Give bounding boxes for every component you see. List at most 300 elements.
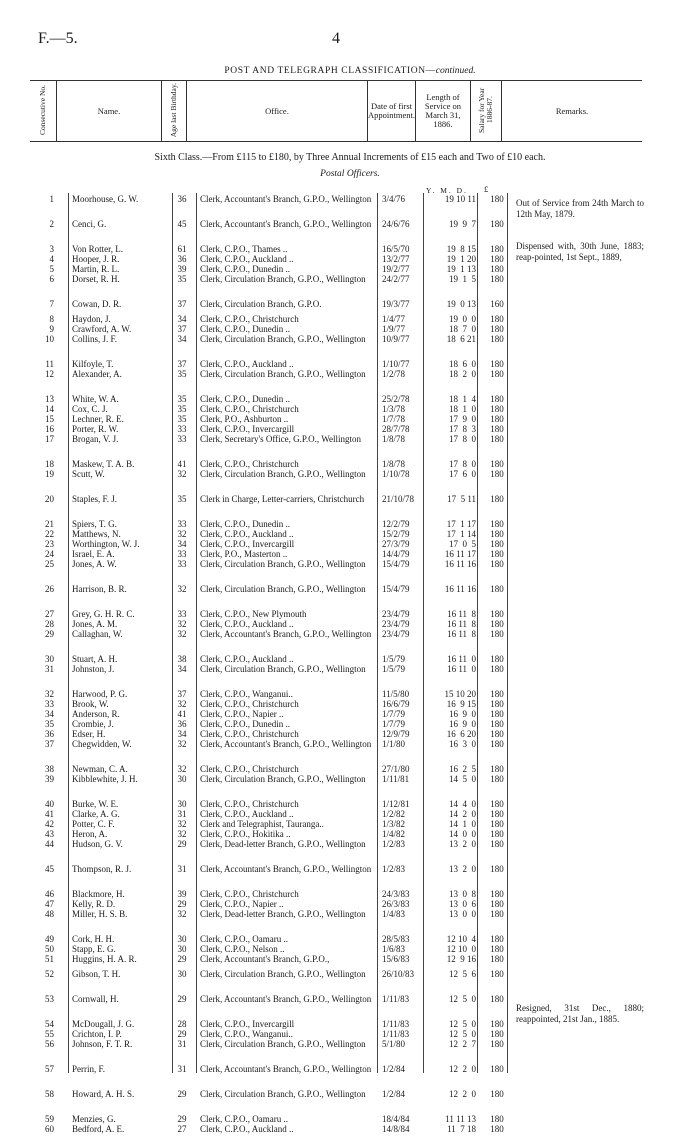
staff-table [30, 194, 640, 1134]
table-row [30, 1029, 640, 1039]
row-length: 12 5 0 [449, 1019, 476, 1029]
row-office: Clerk, C.P.O., Dunedin .. [200, 719, 290, 729]
remark-3: Dispensed with, 30th June, 1883; reap-pointed, 1st Sept., 1889, [516, 241, 644, 262]
row-date: 1/4/82 [382, 829, 406, 839]
row-date: 15/4/79 [382, 584, 410, 594]
row-age: 37 [177, 689, 187, 699]
table-row [30, 264, 640, 274]
row-name: Worthington, W. J. [72, 539, 140, 549]
row-name: Spiers, T. G. [72, 519, 117, 529]
row-office: Clerk, Accountant's Branch, G.P.O., Wellington [200, 194, 372, 204]
row-name: Johnston, J. [72, 664, 115, 674]
column-header [30, 80, 642, 142]
row-date: 21/10/78 [382, 494, 415, 504]
row-length: 16 11 16 [444, 584, 476, 594]
row-length: 14 0 0 [449, 829, 476, 839]
row-age: 32 [177, 629, 187, 639]
remark-1: Out of Service from 24th March to 12th May, 1879. [516, 198, 644, 219]
table-row [30, 799, 640, 809]
row-length: 13 2 0 [449, 839, 476, 849]
row-date: 1/8/78 [382, 459, 406, 469]
row-age: 33 [177, 424, 187, 434]
row-length: 19 8 15 [446, 244, 476, 254]
table-row [30, 619, 640, 629]
row-salary: 180 [490, 774, 504, 784]
row-number: 10 [45, 334, 54, 344]
row-length: 16 11 0 [447, 664, 476, 674]
row-number: 29 [45, 629, 54, 639]
row-office: Clerk, C.P.O., Auckland .. [200, 619, 294, 629]
table-row [30, 1089, 640, 1114]
document-reference: F.—5. [38, 30, 78, 47]
row-date: 24/3/83 [382, 889, 410, 899]
row-name: Miller, H. S. B. [72, 909, 128, 919]
row-name: Cork, H. H. [72, 934, 115, 944]
row-date: 14/8/84 [382, 1124, 410, 1134]
row-length: 19 1 20 [446, 254, 476, 264]
row-office: Clerk, C.P.O., Hokitika .. [200, 829, 291, 839]
row-age: 29 [177, 954, 187, 964]
table-row [30, 359, 640, 369]
row-date: 23/4/79 [382, 629, 410, 639]
table-row [30, 404, 640, 414]
row-office: Clerk, C.P.O., Invercargill [200, 424, 295, 434]
row-number: 36 [45, 729, 54, 739]
col-remarks: Remarks. [501, 81, 642, 142]
row-age: 37 [177, 324, 187, 334]
row-age: 32 [177, 529, 187, 539]
table-row [30, 654, 640, 664]
row-number: 18 [45, 459, 54, 469]
row-name: Howard, A. H. S. [72, 1089, 135, 1099]
row-salary: 180 [490, 314, 504, 324]
row-number: 9 [49, 324, 54, 334]
row-office: Clerk, Accountant's Branch, G.P.O., Wellington [200, 219, 372, 229]
row-office: Clerk, C.P.O., Christchurch [200, 699, 299, 709]
table-row [30, 539, 640, 549]
row-age: 38 [177, 654, 187, 664]
row-number: 59 [45, 1114, 54, 1124]
row-office: Clerk and Telegraphist, Tauranga.. [200, 819, 324, 829]
row-number: 17 [45, 434, 54, 444]
row-name: Newman, C. A. [72, 764, 128, 774]
table-row [30, 689, 640, 699]
col-office: Office. [187, 81, 368, 142]
row-age: 29 [177, 899, 187, 909]
row-salary: 180 [490, 899, 504, 909]
row-date: 1/7/79 [382, 709, 406, 719]
row-age: 32 [177, 819, 187, 829]
row-name: Kibblewhite, J. H. [72, 774, 138, 784]
row-length: 11 7 18 [447, 1124, 476, 1134]
row-name: Cenci, G. [72, 219, 107, 229]
row-number: 40 [45, 799, 54, 809]
row-salary: 180 [490, 839, 504, 849]
row-date: 1/5/79 [382, 654, 406, 664]
row-age: 37 [177, 359, 187, 369]
row-salary: 180 [490, 1029, 504, 1039]
row-salary: 180 [490, 549, 504, 559]
table-row [30, 414, 640, 424]
row-age: 35 [177, 394, 187, 404]
row-date: 1/10/78 [382, 469, 410, 479]
row-age: 61 [177, 244, 187, 254]
row-age: 36 [177, 719, 187, 729]
row-age: 34 [177, 539, 187, 549]
row-length: 16 3 0 [449, 739, 476, 749]
row-name: McDougall, J. G. [72, 1019, 135, 1029]
row-date: 1/2/83 [382, 864, 406, 874]
table-row [30, 494, 640, 519]
row-salary: 180 [490, 1089, 504, 1099]
row-age: 32 [177, 619, 187, 629]
row-date: 23/4/79 [382, 609, 410, 619]
table-row [30, 699, 640, 709]
row-office: Clerk, C.P.O., Christchurch [200, 889, 299, 899]
table-row [30, 764, 640, 774]
row-salary: 180 [490, 424, 504, 434]
row-office: Clerk, Circulation Branch, G.P.O., Wellington [200, 1039, 366, 1049]
row-name: Huggins, H. A. R. [72, 954, 137, 964]
table-row [30, 809, 640, 819]
row-salary: 180 [490, 274, 504, 284]
row-date: 24/6/76 [382, 219, 410, 229]
table-row [30, 889, 640, 899]
row-length: 12 9 16 [446, 954, 476, 964]
table-row [30, 369, 640, 394]
row-office: Clerk, C.P.O., New Plymouth [200, 609, 307, 619]
row-office: Clerk, P.O., Masterton .. [200, 549, 288, 559]
row-age: 32 [177, 829, 187, 839]
row-salary: 180 [490, 629, 504, 639]
row-length: 19 1 5 [449, 274, 476, 284]
row-age: 37 [177, 299, 187, 309]
row-date: 1/11/83 [382, 1029, 410, 1039]
col-date: Date of first Appointment. [368, 81, 416, 142]
row-length: 12 5 0 [449, 1029, 476, 1039]
row-name: Cornwall, H. [72, 994, 119, 1004]
row-name: Jones, A. M. [72, 619, 118, 629]
row-office: Clerk, C.P.O., Wanganui.. [200, 1029, 293, 1039]
row-number: 52 [45, 969, 54, 979]
row-salary: 180 [490, 829, 504, 839]
row-date: 27/1/80 [382, 764, 410, 774]
table-row [30, 584, 640, 609]
row-age: 35 [177, 369, 187, 379]
title-main: POST AND TELEGRAPH CLASSIFICATION— [224, 66, 436, 76]
row-salary: 180 [490, 994, 504, 1004]
col-name: Name. [57, 81, 162, 142]
table-row [30, 1124, 640, 1134]
table-row [30, 944, 640, 954]
row-number: 13 [45, 394, 54, 404]
row-name: Hudson, G. V. [72, 839, 123, 849]
row-date: 11/5/80 [382, 689, 410, 699]
row-length: 16 11 8 [447, 609, 476, 619]
row-length: 11 11 13 [445, 1114, 476, 1124]
row-salary: 180 [490, 954, 504, 964]
row-salary: 180 [490, 709, 504, 719]
row-name: Brook, W. [72, 699, 109, 709]
row-age: 29 [177, 1114, 187, 1124]
row-office: Clerk, C.P.O., Napier .. [200, 709, 284, 719]
table-row [30, 829, 640, 839]
row-salary: 180 [490, 729, 504, 739]
row-age: 39 [177, 264, 187, 274]
row-name: Johnson, F. T. R. [72, 1039, 133, 1049]
row-number: 49 [45, 934, 54, 944]
row-date: 1/8/78 [382, 434, 406, 444]
row-date: 28/5/83 [382, 934, 410, 944]
row-age: 30 [177, 799, 187, 809]
row-salary: 180 [490, 944, 504, 954]
row-office: Clerk, P.O., Ashburton .. [200, 414, 289, 424]
row-length: 16 2 5 [449, 764, 476, 774]
row-date: 1/9/77 [382, 324, 406, 334]
row-office: Clerk, Accountant's Branch, G.P.O., [200, 954, 330, 964]
row-length: 12 5 0 [449, 994, 476, 1004]
row-number: 42 [45, 819, 54, 829]
row-number: 27 [45, 609, 54, 619]
row-number: 11 [45, 359, 54, 369]
row-date: 1/11/81 [382, 774, 410, 784]
row-number: 21 [45, 519, 54, 529]
row-office: Clerk, C.P.O., Christchurch [200, 459, 299, 469]
row-number: 16 [45, 424, 54, 434]
table-row [30, 334, 640, 359]
table-row [30, 469, 640, 494]
row-age: 31 [177, 1064, 187, 1074]
row-age: 32 [177, 909, 187, 919]
row-date: 28/7/78 [382, 424, 410, 434]
row-office: Clerk, C.P.O., Auckland .. [200, 809, 294, 819]
row-office: Clerk, C.P.O., Christchurch [200, 404, 299, 414]
table-row [30, 314, 640, 324]
row-salary: 180 [490, 969, 504, 979]
row-age: 36 [177, 254, 187, 264]
row-name: Heron, A. [72, 829, 108, 839]
table-row [30, 864, 640, 889]
row-number: 4 [49, 254, 54, 264]
row-salary: 180 [490, 799, 504, 809]
row-name: Alexander, A. [72, 369, 122, 379]
row-age: 34 [177, 314, 187, 324]
row-office: Clerk, Circulation Branch, G.P.O., Wellington [200, 274, 366, 284]
row-salary: 180 [490, 1124, 504, 1134]
row-salary: 180 [490, 529, 504, 539]
table-row [30, 299, 640, 314]
row-length: 14 4 0 [449, 799, 476, 809]
row-length: 12 10 4 [446, 934, 476, 944]
row-office: Clerk, Circulation Branch, G.P.O., Wellington [200, 559, 366, 569]
row-office: Clerk, C.P.O., Dunedin .. [200, 519, 290, 529]
row-date: 16/5/70 [382, 244, 410, 254]
table-row [30, 274, 640, 299]
table-row [30, 1039, 640, 1064]
table-row [30, 324, 640, 334]
table-row [30, 434, 640, 459]
row-age: 41 [177, 459, 187, 469]
row-number: 1 [49, 194, 54, 204]
row-name: Lechner, R. E. [72, 414, 124, 424]
row-date: 15/6/83 [382, 954, 410, 964]
table-row [30, 839, 640, 864]
row-salary: 180 [490, 864, 504, 874]
row-length: 12 2 0 [449, 1064, 476, 1074]
row-office: Clerk, C.P.O., Dunedin .. [200, 394, 290, 404]
row-age: 29 [177, 839, 187, 849]
row-salary: 180 [490, 619, 504, 629]
row-age: 34 [177, 334, 187, 344]
row-office: Clerk, Dead-letter Branch, G.P.O., Wellington [200, 909, 366, 919]
row-length: 16 11 8 [447, 619, 476, 629]
row-age: 33 [177, 519, 187, 529]
row-age: 31 [177, 809, 187, 819]
row-number: 24 [45, 549, 54, 559]
row-number: 25 [45, 559, 54, 569]
row-salary: 180 [490, 264, 504, 274]
row-date: 13/2/77 [382, 254, 410, 264]
row-length: 19 10 11 [444, 194, 476, 204]
row-name: Scutt, W. [72, 469, 105, 479]
row-date: 18/4/84 [382, 1114, 410, 1124]
row-date: 1/7/78 [382, 414, 406, 424]
row-salary: 180 [490, 254, 504, 264]
row-length: 12 5 6 [449, 969, 476, 979]
row-date: 12/2/79 [382, 519, 410, 529]
row-number: 39 [45, 774, 54, 784]
row-age: 30 [177, 774, 187, 784]
row-length: 19 9 7 [449, 219, 476, 229]
col-salary: Salary for Year 1886-87. [477, 87, 494, 133]
row-name: Von Rotter, L. [72, 244, 123, 254]
row-number: 20 [45, 494, 54, 504]
row-date: 1/10/77 [382, 359, 410, 369]
row-date: 16/6/79 [382, 699, 410, 709]
row-length: 13 0 6 [449, 899, 476, 909]
row-name: Anderson, R. [72, 709, 120, 719]
row-number: 2 [49, 219, 54, 229]
row-length: 13 0 0 [449, 909, 476, 919]
row-age: 35 [177, 274, 187, 284]
row-length: 17 8 0 [449, 459, 476, 469]
row-date: 23/4/79 [382, 619, 410, 629]
row-age: 35 [177, 494, 187, 504]
class-heading: Sixth Class.—From £115 to £180, by Three Annual Increments of £15 each and Two of £10 each. [154, 152, 546, 163]
table-row [30, 664, 640, 689]
row-name: Porter, R. W. [72, 424, 119, 434]
row-salary: 180 [490, 889, 504, 899]
page-number: 4 [332, 30, 340, 47]
row-name: Cox, C. J. [72, 404, 108, 414]
row-office: Clerk, C.P.O., Christchurch [200, 314, 299, 324]
col-consecutive-no: Consecutive No. [38, 85, 48, 135]
row-date: 1/2/83 [382, 839, 406, 849]
row-number: 28 [45, 619, 54, 629]
row-length: 17 8 0 [449, 434, 476, 444]
row-office: Clerk, Dead-letter Branch, G.P.O., Wellington [200, 839, 366, 849]
row-number: 43 [45, 829, 54, 839]
row-number: 51 [45, 954, 54, 964]
row-number: 14 [45, 404, 54, 414]
row-number: 37 [45, 739, 54, 749]
row-age: 32 [177, 739, 187, 749]
row-age: 31 [177, 1039, 187, 1049]
row-office: Clerk, Circulation Branch, G.P.O., Wellington [200, 334, 366, 344]
row-date: 19/3/77 [382, 299, 410, 309]
row-date: 15/4/79 [382, 559, 410, 569]
row-office: Clerk, Circulation Branch, G.P.O., Wellington [200, 584, 366, 594]
row-length: 14 1 0 [449, 819, 476, 829]
table-row [30, 1114, 640, 1124]
row-length: 19 1 13 [446, 264, 476, 274]
row-age: 30 [177, 944, 187, 954]
row-length: 19 0 13 [446, 299, 476, 309]
row-office: Clerk, C.P.O., Invercargill [200, 539, 295, 549]
row-length: 12 2 0 [449, 1089, 476, 1099]
row-salary: 180 [490, 494, 504, 504]
row-salary: 180 [490, 934, 504, 944]
row-office: Clerk, Circulation Branch, G.P.O., Wellington [200, 369, 366, 379]
row-length: 18 6 0 [449, 359, 476, 369]
row-date: 1/2/84 [382, 1064, 406, 1074]
row-name: Collins, J. F. [72, 334, 118, 344]
table-row [30, 969, 640, 994]
row-office: Clerk, Circulation Branch, G.P.O., Wellington [200, 1089, 366, 1099]
row-salary: 180 [490, 809, 504, 819]
table-row [30, 729, 640, 739]
table-row [30, 954, 640, 969]
row-office: Clerk, C.P.O., Christchurch [200, 799, 299, 809]
row-age: 32 [177, 699, 187, 709]
row-name: Grey, G. H. R. C. [72, 609, 135, 619]
row-length: 16 11 0 [447, 654, 476, 664]
row-number: 22 [45, 529, 54, 539]
row-name: Dorset, R. H. [72, 274, 120, 284]
row-number: 12 [45, 369, 54, 379]
row-salary: 180 [490, 459, 504, 469]
row-length: 16 11 17 [444, 549, 476, 559]
row-date: 5/1/80 [382, 1039, 406, 1049]
row-length: 18 1 4 [449, 394, 476, 404]
row-salary: 180 [490, 584, 504, 594]
row-date: 1/4/77 [382, 314, 406, 324]
row-date: 1/2/82 [382, 809, 406, 819]
row-office: Clerk, Circulation Branch, G.P.O. [200, 299, 322, 309]
row-date: 14/4/79 [382, 549, 410, 559]
col-age: Age last Birthday. [169, 82, 179, 138]
row-office: Clerk, Accountant's Branch, G.P.O., Wellington [200, 739, 372, 749]
row-name: Perrin, F. [72, 1064, 106, 1074]
row-name: Bedford, A. E. [72, 1124, 125, 1134]
row-number: 6 [49, 274, 54, 284]
row-number: 15 [45, 414, 54, 424]
row-date: 1/6/83 [382, 944, 406, 954]
row-salary: 180 [490, 909, 504, 919]
row-date: 1/5/79 [382, 664, 406, 674]
row-name: Moorhouse, G. W. [72, 194, 139, 204]
row-salary: 180 [490, 689, 504, 699]
row-date: 1/3/78 [382, 404, 406, 414]
row-age: 32 [177, 469, 187, 479]
row-number: 7 [49, 299, 54, 309]
row-office: Clerk, Circulation Branch, G.P.O., Wellington [200, 469, 366, 479]
row-length: 16 6 20 [446, 729, 476, 739]
row-number: 33 [45, 699, 54, 709]
row-office: Clerk, Accountant's Branch, G.P.O., Wellington [200, 1064, 372, 1074]
row-number: 60 [45, 1124, 54, 1134]
row-age: 29 [177, 1089, 187, 1099]
